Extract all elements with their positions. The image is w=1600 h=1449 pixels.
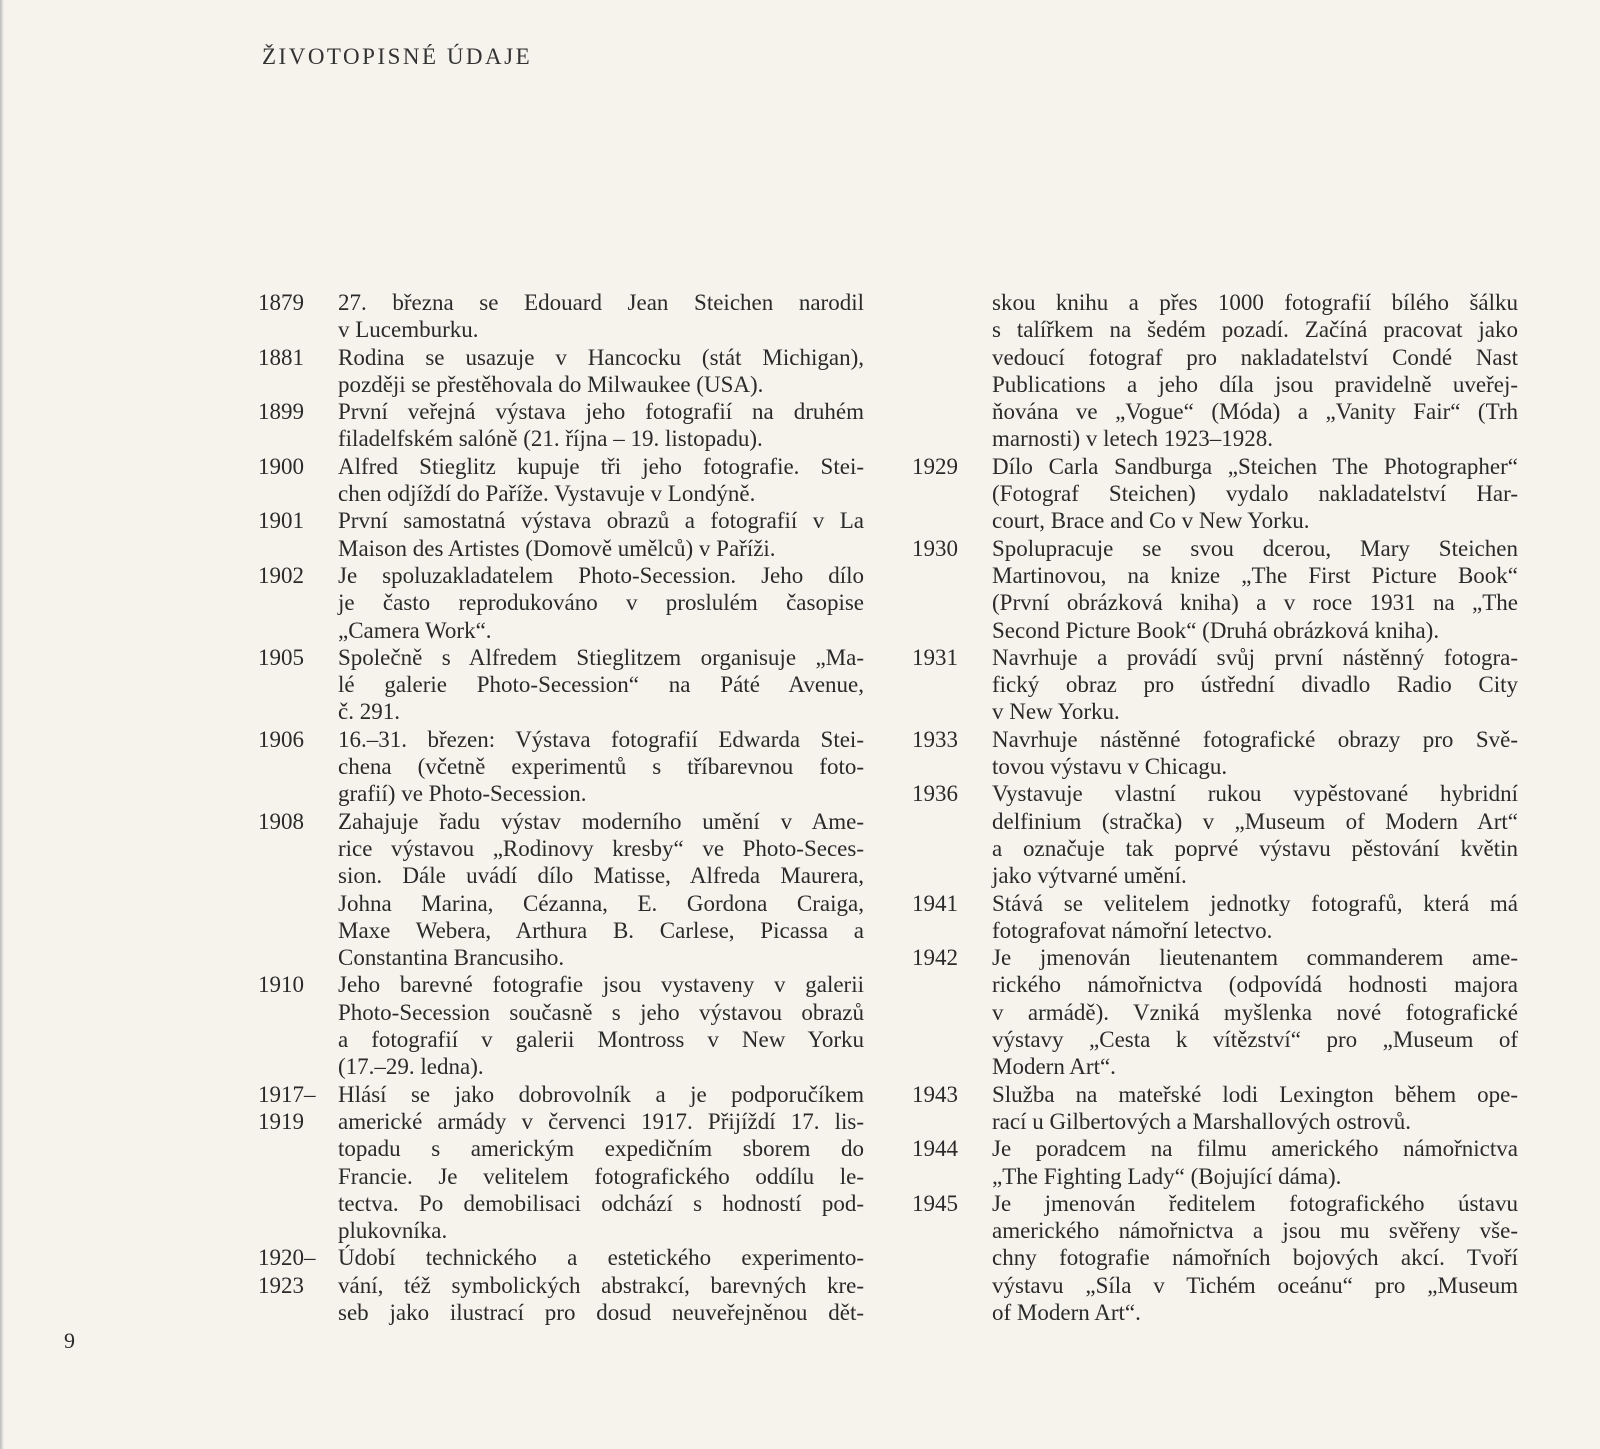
entry-text — [992, 890, 1518, 945]
entry-text — [992, 1190, 1518, 1326]
text-line: jako výtvarné umění. — [992, 863, 1187, 889]
timeline-entry — [912, 289, 1532, 453]
text-line: Constantina Brancusiho. — [338, 945, 565, 971]
timeline-entry — [912, 726, 1532, 781]
year-label: 1945 — [912, 1190, 958, 1216]
text-line: 27. března se Edouard Jean Steichen narodil — [338, 290, 864, 315]
text-line: Alfred Stieglitz kupuje tři jeho fotografie. Stei- — [338, 453, 864, 479]
year-label: 1943 — [912, 1081, 958, 1107]
timeline-entry — [912, 453, 1532, 535]
entry-text — [992, 944, 1518, 1080]
text-line: lé galerie Photo-Secession“ na Páté Avenue, — [338, 672, 864, 698]
text-line: Francie. Je velitelem fotografického oddílu le- — [338, 1163, 864, 1189]
year-label: 1905 — [258, 644, 304, 670]
entry-year — [258, 289, 338, 344]
entry-text — [992, 453, 1518, 535]
text-line: Stává se velitelem jednotky fotografů, která má — [992, 890, 1518, 916]
entry-year — [258, 1081, 338, 1245]
year-label: 1879 — [258, 290, 304, 315]
entry-year — [258, 808, 338, 972]
text-line: ňována ve „Vogue“ (Móda) a „Vanity Fair“ (Trh — [992, 399, 1518, 425]
entry-year — [912, 1135, 992, 1190]
year-label: 1906 — [258, 726, 304, 752]
entry-text — [992, 644, 1518, 726]
entry-text — [338, 1244, 864, 1326]
timeline-entry — [258, 453, 878, 508]
text-line: První veřejná výstava jeho fotografií na druhém — [338, 399, 864, 425]
year-label: 1930 — [912, 535, 958, 561]
text-line: Photo-Secession současně s jeho výstavou obrazů — [338, 999, 864, 1025]
entry-year — [258, 453, 338, 508]
text-line: rického námořnictva (odpovídá hodnosti majora — [992, 972, 1518, 998]
text-line: plukovníka. — [338, 1218, 448, 1244]
text-line: Maxe Webera, Arthura B. Carlese, Picassa a — [338, 917, 864, 943]
text-line: První samostatná výstava obrazů a fotografií v La — [338, 508, 864, 534]
year-label: 1902 — [258, 562, 304, 588]
text-line: Modern Art“. — [992, 1054, 1116, 1080]
entry-year — [912, 944, 992, 1080]
timeline-entry — [258, 507, 878, 562]
year-label: 1919 — [258, 1108, 304, 1134]
entry-text — [338, 644, 864, 726]
text-line: skou knihu a přes 1000 fotografií bílého šálku — [992, 290, 1518, 315]
entry-text — [992, 289, 1518, 453]
entry-text — [338, 289, 864, 344]
page-number: 9 — [64, 1328, 75, 1353]
text-line: Rodina se usazuje v Hancocku (stát Michigan), — [338, 344, 864, 370]
entry-text — [992, 1081, 1518, 1136]
year-label: 1942 — [912, 945, 958, 971]
year-label: 1901 — [258, 508, 304, 534]
entry-year — [912, 890, 992, 945]
entry-text — [338, 507, 864, 562]
year-label: 1923 — [258, 1272, 304, 1298]
text-line: č. 291. — [338, 699, 400, 725]
timeline-entry — [912, 644, 1532, 726]
text-line: výstavu „Síla v Tichém oceánu“ pro „Museum — [992, 1272, 1518, 1298]
text-line: Navrhuje nástěnné fotografické obrazy pro Svě- — [992, 726, 1518, 752]
year-label: 1933 — [912, 726, 958, 752]
entry-year — [912, 535, 992, 644]
text-line: a označuje tak poprvé výstavu pěstování květin — [992, 835, 1518, 861]
timeline-entry — [912, 890, 1532, 945]
timeline-entry — [258, 344, 878, 399]
text-line: Dílo Carla Sandburga „Steichen The Photographer“ — [992, 453, 1518, 479]
timeline-entry — [258, 398, 878, 453]
text-line: „The Fighting Lady“ (Bojující dáma). — [992, 1163, 1342, 1189]
timeline-entry — [258, 1081, 878, 1245]
text-line: Jeho barevné fotografie jsou vystaveny v galerii — [338, 972, 864, 998]
text-line: topadu s americkým expedičním sborem do — [338, 1136, 864, 1162]
entry-text — [992, 535, 1518, 644]
text-line: filadelfském salóně (21. října – 19. listopadu). — [338, 426, 763, 452]
year-label: 1881 — [258, 344, 304, 370]
text-line: fický obraz pro ústřední divadlo Radio City — [992, 672, 1518, 698]
timeline-entry — [258, 289, 878, 344]
timeline-entry — [912, 944, 1532, 1080]
text-line: of Modern Art“. — [992, 1299, 1141, 1325]
year-label: 1917– — [258, 1081, 316, 1107]
text-line: Je spoluzakladatelem Photo-Secession. Jeho dílo — [338, 562, 864, 588]
text-line: a fotografií v galerii Montross v New Yorku — [338, 1027, 864, 1053]
entry-text — [338, 1081, 864, 1245]
text-line: (První obrázková kniha) a v roce 1931 na „The — [992, 590, 1518, 616]
year-label: 1920– — [258, 1245, 316, 1271]
year-label: 1936 — [912, 781, 958, 807]
timeline-entry — [912, 535, 1532, 644]
text-line: Je jmenován ředitelem fotografického ústavu — [992, 1190, 1518, 1216]
entry-year — [258, 644, 338, 726]
text-line: seb jako ilustrací pro dosud neuveřejněnou dět- — [338, 1299, 864, 1325]
entry-year — [912, 289, 992, 453]
text-line: Martinovou, na knize „The First Picture Book“ — [992, 562, 1518, 588]
entry-year — [258, 344, 338, 399]
entry-year — [258, 726, 338, 808]
entry-text — [338, 726, 864, 808]
entry-text — [338, 562, 864, 644]
entry-text — [338, 344, 864, 399]
text-line: chny fotografie námořních bojových akcí. Tvoří — [992, 1245, 1518, 1271]
text-line: Údobí technického a estetického experimento- — [338, 1245, 864, 1271]
timeline-entry — [912, 1190, 1532, 1326]
timeline-entry — [912, 1135, 1532, 1190]
entry-year — [258, 398, 338, 453]
entry-year — [912, 1081, 992, 1136]
text-line: výstavy „Cesta k vítězství“ pro „Museum of — [992, 1027, 1518, 1053]
timeline-entry — [912, 1081, 1532, 1136]
text-line: vedoucí fotograf pro nakladatelství Condé Nast — [992, 344, 1518, 370]
text-line: v Lucemburku. — [338, 317, 479, 343]
text-line: court, Brace and Co v New Yorku. — [992, 508, 1310, 534]
entry-text — [338, 808, 864, 972]
text-line: „Camera Work“. — [338, 617, 492, 643]
text-line: Vystavuje vlastní rukou vypěstované hybridní — [992, 781, 1518, 807]
timeline-entry — [258, 808, 878, 972]
timeline-column-left — [258, 289, 878, 1326]
text-line: 16.–31. březen: Výstava fotografií Edwarda Stei- — [338, 726, 864, 752]
entry-year — [912, 644, 992, 726]
year-label: 1908 — [258, 808, 304, 834]
text-line: tectva. Po demobilisaci odchází s hodností pod- — [338, 1190, 864, 1216]
text-line: Je poradcem na filmu amerického námořnictva — [992, 1136, 1518, 1162]
year-label: 1900 — [258, 453, 304, 479]
text-line: grafií) ve Photo-Secession. — [338, 781, 587, 807]
text-line: Spolupracuje se svou dcerou, Mary Steichen — [992, 535, 1518, 561]
text-line: Společně s Alfredem Stieglitzem organisuje „Ma- — [338, 644, 864, 670]
text-line: (17.–29. ledna). — [338, 1054, 484, 1080]
timeline-column-right — [912, 289, 1532, 1326]
text-line: sion. Dále uvádí dílo Matisse, Alfreda Maurera, — [338, 863, 864, 889]
entry-text — [338, 398, 864, 453]
year-label: 1931 — [912, 644, 958, 670]
year-label: 1910 — [258, 972, 304, 998]
text-line: Je jmenován lieutenantem commanderem ame- — [992, 945, 1518, 971]
text-line: rice výstavou „Rodinovy kresby“ ve Photo-Seces- — [338, 835, 864, 861]
entry-text — [992, 1135, 1518, 1190]
year-label: 1899 — [258, 399, 304, 425]
timeline-entry — [912, 780, 1532, 889]
text-line: chena (včetně experimentů s tříbarevnou foto- — [338, 754, 864, 780]
text-line: v New Yorku. — [992, 699, 1120, 725]
text-line: fotografovat námořní letectvo. — [992, 917, 1273, 943]
text-line: Zahajuje řadu výstav moderního umění v Ame- — [338, 808, 864, 834]
text-line: chen odjíždí do Paříže. Vystavuje v Londýně. — [338, 481, 756, 507]
entry-year — [912, 1190, 992, 1326]
text-line: Maison des Artistes (Domově umělců) v Paříži. — [338, 535, 776, 561]
text-line: delfinium (stračka) v „Museum of Modern Art“ — [992, 808, 1518, 834]
entry-year — [912, 780, 992, 889]
entry-text — [338, 971, 864, 1080]
text-line: je často reprodukováno v proslulém časopise — [338, 590, 864, 616]
text-line: Second Picture Book“ (Druhá obrázková kniha). — [992, 617, 1440, 643]
text-line: Johna Marina, Cézanna, E. Gordona Craiga, — [338, 890, 864, 916]
timeline-entry — [258, 726, 878, 808]
page-edge-shadow — [0, 0, 4, 1449]
entry-text — [992, 726, 1518, 781]
text-line: vání, též symbolických abstrakcí, barevných kre- — [338, 1272, 864, 1298]
text-line: Služba na mateřské lodi Lexington během ope- — [992, 1081, 1518, 1107]
text-line: později se přestěhovala do Milwaukee (USA). — [338, 371, 764, 397]
timeline-entry — [258, 644, 878, 726]
text-line: tovou výstavu v Chicagu. — [992, 754, 1228, 780]
text-line: rací u Gilbertových a Marshallových ostrovů. — [992, 1108, 1411, 1134]
year-label: 1941 — [912, 890, 958, 916]
entry-text — [338, 453, 864, 508]
text-line: Hlásí se jako dobrovolník a je podporučíkem — [338, 1081, 864, 1107]
entry-year — [258, 507, 338, 562]
text-line: marnosti) v letech 1923–1928. — [992, 426, 1274, 452]
year-label: 1929 — [912, 453, 958, 479]
year-label: 1944 — [912, 1136, 958, 1162]
page-title: ŽIVOTOPISNÉ ÚDAJE — [262, 44, 533, 69]
entry-year — [258, 1244, 338, 1326]
timeline-entry — [258, 1244, 878, 1326]
entry-year — [258, 971, 338, 1080]
entry-year — [912, 453, 992, 535]
text-line: amerického námořnictva a jsou mu svěřeny vše- — [992, 1218, 1518, 1244]
timeline-entry — [258, 971, 878, 1080]
text-line: s talířkem na šedém pozadí. Začíná pracovat jako — [992, 317, 1518, 343]
text-line: (Fotograf Steichen) vydalo nakladatelství Har- — [992, 481, 1518, 507]
text-line: americké armády v červenci 1917. Přijíždí 17. lis- — [338, 1108, 864, 1134]
text-line: Navrhuje a provádí svůj první nástěnný fotogra- — [992, 644, 1518, 670]
timeline-entry — [258, 562, 878, 644]
entry-text — [992, 780, 1518, 889]
entry-year — [912, 726, 992, 781]
entry-year — [258, 562, 338, 644]
text-line: v armádě). Vzniká myšlenka nové fotografické — [992, 999, 1518, 1025]
text-line: Publications a jeho díla jsou pravidelně uveřej- — [992, 371, 1518, 397]
